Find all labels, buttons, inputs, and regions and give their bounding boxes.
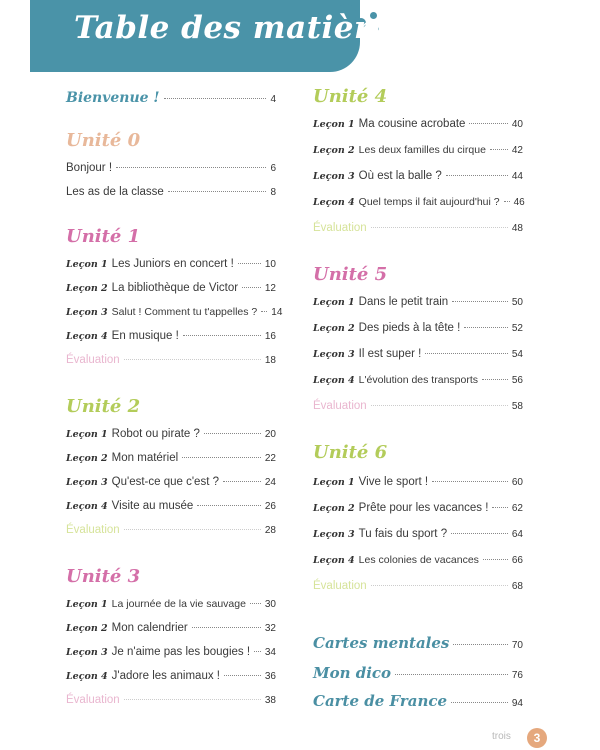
toc-entry[interactable] [313,528,523,546]
leader-dots [223,481,261,482]
lesson-tag: Leçon 3 [66,477,108,488]
page-number: 4 [270,94,276,105]
entry-label: Dans le petit train [358,296,449,308]
page-number: 66 [511,555,523,566]
leader-dots [238,263,261,264]
page-number: 44 [511,171,523,182]
page-number: 60 [511,477,523,488]
toc-entry[interactable] [313,170,523,188]
toc-entry[interactable] [66,306,283,324]
entry-label: Évaluation [313,400,367,412]
leader-dots [124,359,261,360]
toc-entry[interactable] [313,502,523,520]
page-number: 34 [264,647,276,658]
entry-label: Qu'est-ce que c'est ? [111,476,219,488]
entry-label: Mon matériel [111,452,179,464]
leader-dots [504,201,510,202]
leader-dots [250,603,261,604]
lesson-tag: Leçon 1 [313,477,355,488]
page-number: 48 [511,223,523,234]
unit-heading: Unité 5 [313,264,388,285]
entry-label: Les deux familles du cirque [358,144,486,156]
leader-dots [451,533,508,534]
leader-dots [254,651,261,652]
leader-dots [182,457,261,458]
page-number: 64 [511,529,523,540]
leader-dots [197,505,261,506]
entry-label: Des pieds à la tête ! [358,322,461,334]
lesson-tag: Leçon 1 [66,599,108,610]
toc-entry-carte-de-france[interactable] [313,692,523,714]
entry-label: Salut ! Comment tu t'appelles ? [111,306,258,318]
page-number: 50 [511,297,523,308]
toc-entry[interactable] [313,554,523,572]
leader-dots [451,702,508,703]
lesson-tag: Leçon 1 [313,119,355,130]
toc-entry[interactable] [66,428,276,446]
toc-entry[interactable] [66,670,276,688]
page-number: 32 [264,623,276,634]
lesson-tag: Leçon 4 [66,501,108,512]
lesson-tag: Leçon 4 [66,671,108,682]
toc-entry-welcome[interactable] [66,90,276,110]
leader-dots [482,379,508,380]
entry-label: L'évolution des transports [358,374,478,386]
toc-entry-evaluation[interactable] [66,354,276,372]
entry-label: Il est super ! [358,348,422,360]
entry-label: Bienvenue ! [66,90,160,106]
toc-entry[interactable] [313,118,523,136]
leader-dots [469,123,507,124]
toc-entry[interactable] [66,452,276,470]
page-number: 24 [264,477,276,488]
leader-dots [432,481,508,482]
unit-heading: Unité 3 [66,566,141,587]
lesson-tag: Leçon 2 [313,145,355,156]
entry-label: Vive le sport ! [358,476,429,488]
toc-entry[interactable] [66,282,276,300]
lesson-tag: Leçon 2 [66,283,108,294]
leader-dots [242,287,261,288]
leader-dots [164,98,267,99]
leader-dots [395,674,508,675]
toc-entry[interactable] [313,196,523,214]
page-number: 18 [264,355,276,366]
page-number: 26 [264,501,276,512]
lesson-tag: Leçon 2 [313,323,355,334]
leader-dots [371,585,508,586]
toc-entry-evaluation[interactable] [313,400,523,418]
lesson-tag: Leçon 4 [313,555,355,566]
lesson-tag: Leçon 4 [313,375,355,386]
entry-label: Cartes mentales [313,634,450,652]
entry-label: Les Juniors en concert ! [111,258,234,270]
toc-entry[interactable] [66,258,276,276]
leader-dots [490,149,508,150]
leader-dots [371,227,508,228]
leader-dots [492,507,507,508]
page-word: trois [492,731,511,742]
page-number: 70 [511,640,523,651]
page-number: 38 [264,695,276,706]
page-number: 6 [270,163,276,174]
page-number: 42 [511,145,523,156]
page-number: 14 [271,307,283,318]
toc-entry-mon-dico[interactable] [313,664,523,686]
unit-heading: Unité 2 [66,396,141,417]
entry-label: La bibliothèque de Victor [111,282,239,294]
entry-label: En musique ! [111,330,179,342]
entry-label: Évaluation [313,580,367,592]
entry-label: La journée de la vie sauvage [111,598,246,610]
leader-dots [183,335,261,336]
toc-entry[interactable] [66,330,276,348]
toc-entry[interactable] [313,348,523,366]
entry-label: Où est la balle ? [358,170,442,182]
page-number: 22 [264,453,276,464]
page-number: 30 [264,599,276,610]
entry-label: Les colonies de vacances [358,554,479,566]
toc-entry-evaluation[interactable] [66,694,276,712]
lesson-tag: Leçon 2 [313,503,355,514]
leader-dots [483,559,508,560]
page-number: 28 [264,525,276,536]
entry-label: Carte de France [313,692,448,710]
page-number: 56 [511,375,523,386]
toc-entry[interactable] [313,296,523,314]
entry-label: Quel temps il fait aujourd'hui ? [358,196,500,208]
entry-label: Visite au musée [111,500,194,512]
toc-entry[interactable] [66,186,276,204]
toc-entry[interactable] [66,162,276,180]
leader-dots [168,191,267,192]
page-number: 52 [511,323,523,334]
leader-dots [453,644,508,645]
page-number: 20 [264,429,276,440]
leader-dots [116,167,266,168]
lesson-tag: Leçon 2 [66,623,108,634]
leader-dots [124,529,261,530]
toc-entry-cartes-mentales[interactable] [313,634,523,656]
lesson-tag: Leçon 4 [313,197,355,208]
entry-label: J'adore les animaux ! [111,670,220,682]
page-number: 76 [511,670,523,681]
page-number: 68 [511,581,523,592]
toc-entry[interactable] [313,322,523,340]
lesson-tag: Leçon 3 [313,529,355,540]
page-number: 58 [511,401,523,412]
entry-label: Mon calendrier [111,622,188,634]
page-number: 40 [511,119,523,130]
page-number: 62 [511,503,523,514]
lesson-tag: Leçon 1 [313,297,355,308]
page-number: 16 [264,331,276,342]
leader-dots [224,675,261,676]
page-number: 12 [264,283,276,294]
page-number: 36 [264,671,276,682]
leader-dots [192,627,261,628]
leader-dots [446,175,508,176]
entry-label: Évaluation [313,222,367,234]
lesson-tag: Leçon 3 [313,349,355,360]
lesson-tag: Leçon 3 [66,307,108,318]
entry-label: Tu fais du sport ? [358,528,448,540]
entry-label: Ma cousine acrobate [358,118,466,130]
unit-heading: Unité 4 [313,86,388,107]
page-number: 54 [511,349,523,360]
leader-dots [261,311,267,312]
toc-entry[interactable] [66,476,276,494]
lesson-tag: Leçon 4 [66,331,108,342]
entry-label: Prête pour les vacances ! [358,502,489,514]
toc-entry[interactable] [66,622,276,640]
entry-label: Les as de la classe [66,186,164,198]
unit-heading: Unité 0 [66,130,141,151]
toc-entry-evaluation[interactable] [313,222,523,240]
entry-label: Évaluation [66,354,120,366]
lesson-tag: Leçon 1 [66,429,108,440]
leader-dots [124,699,261,700]
page-number-badge: 3 [527,728,547,748]
lesson-tag: Leçon 2 [66,453,108,464]
leader-dots [425,353,508,354]
lesson-tag: Leçon 3 [313,171,355,182]
entry-label: Évaluation [66,694,120,706]
entry-label: Robot ou pirate ? [111,428,200,440]
lesson-tag: Leçon 1 [66,259,108,270]
page-number: 10 [264,259,276,270]
toc-entry[interactable] [313,144,523,162]
page-number: 94 [511,698,523,709]
unit-heading: Unité 1 [66,226,141,247]
toc-entry[interactable] [66,598,276,616]
toc-entry-evaluation[interactable] [313,580,523,598]
toc-entry[interactable] [66,646,276,664]
unit-heading: Unité 6 [313,442,388,463]
toc-entry[interactable] [313,476,523,494]
page-title: Table des matières [74,10,410,46]
toc-entry-evaluation[interactable] [66,524,276,542]
entry-label: Évaluation [66,524,120,536]
entry-label: Mon dico [313,664,392,682]
page-number: 46 [513,197,525,208]
lesson-tag: Leçon 3 [66,647,108,658]
toc-entry[interactable] [66,500,276,518]
leader-dots [371,405,508,406]
entry-label: Je n'aime pas les bougies ! [111,646,251,658]
toc-entry[interactable] [313,374,523,392]
leader-dots [452,301,508,302]
entry-label: Bonjour ! [66,162,113,174]
page-number: 8 [270,187,276,198]
leader-dots [204,433,261,434]
leader-dots [464,327,508,328]
